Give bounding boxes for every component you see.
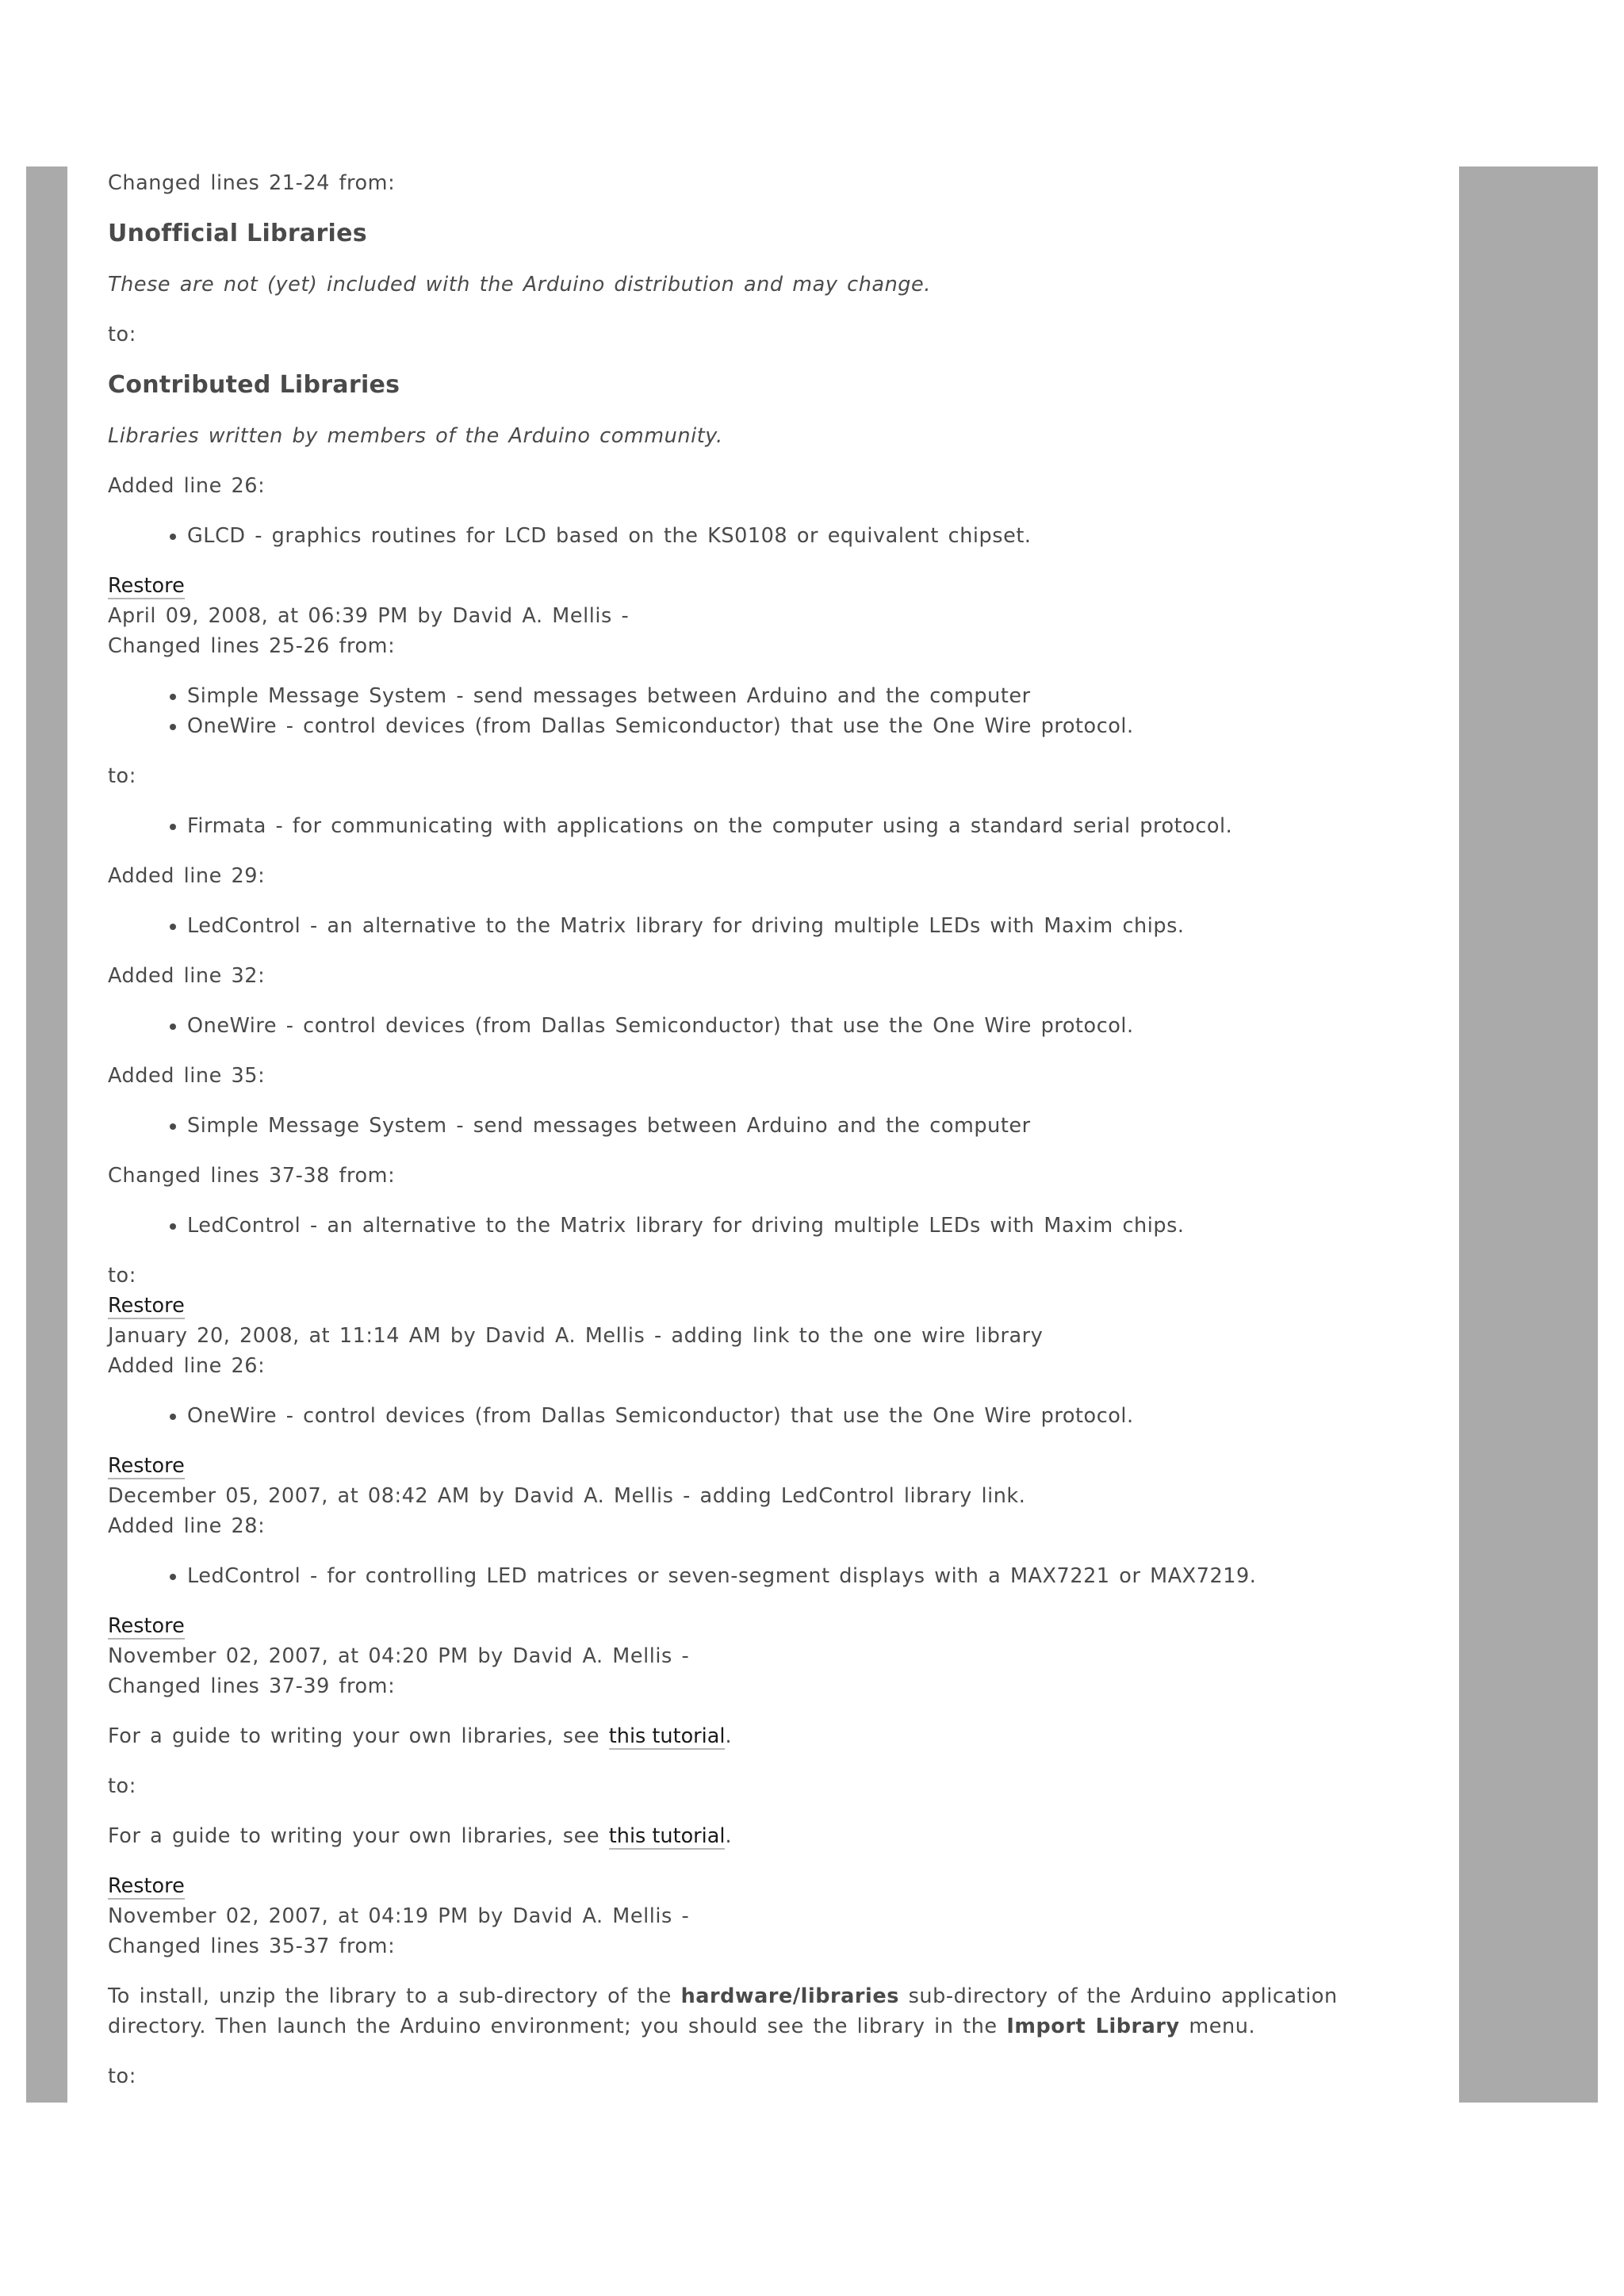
page-history-content xyxy=(108,168,1408,2111)
list-item: • Simple Message System - send messages between Arduino and the computer xyxy=(187,681,1408,711)
revision-meta: April 09, 2008, at 06:39 PM by David A. Mellis - xyxy=(108,604,630,628)
tutorial-link[interactable]: this tutorial xyxy=(608,1824,726,1848)
left-gray-bar xyxy=(26,166,67,2103)
diff-label: Added line 32: xyxy=(108,964,266,988)
diff-heading-new: Contributed Libraries xyxy=(108,371,400,399)
diff-label: Added line 28: xyxy=(108,1514,266,1538)
diff-list xyxy=(108,911,1408,941)
tutorial-link[interactable]: this tutorial xyxy=(608,1724,726,1748)
restore-link[interactable]: Restore xyxy=(108,574,185,598)
list-item: • OneWire - control devices (from Dallas Semiconductor) that use the One Wire protocol. xyxy=(187,711,1408,741)
restore-link[interactable]: Restore xyxy=(108,1614,185,1638)
list-item: • OneWire - control devices (from Dallas Semiconductor) that use the One Wire protocol. xyxy=(187,1011,1408,1041)
bold-path: hardware/libraries xyxy=(680,1984,899,2008)
diff-italic-new: Libraries written by members of the Arduino community. xyxy=(108,424,723,448)
diff-paragraph: To install, unzip the library to a sub-directory of the hardware/libraries sub-directory of the Arduino application directory. Then launch the Arduino environment; you should see the library in the Import Library menu. xyxy=(108,1984,1338,2038)
restore-link[interactable]: Restore xyxy=(108,1454,185,1478)
diff-list xyxy=(108,1111,1408,1141)
diff-to: to: xyxy=(108,1264,136,1288)
diff-label: Added line 26: xyxy=(108,1354,266,1378)
revision-meta: January 20, 2008, at 11:14 AM by David A. Mellis - adding link to the one wire library xyxy=(108,1324,1044,1348)
list-item: • LedControl - an alternative to the Matrix library for driving multiple LEDs with Maxim chips. xyxy=(187,911,1408,941)
diff-paragraph: For a guide to writing your own libraries, see this tutorial. xyxy=(108,1824,733,1848)
diff-list xyxy=(108,811,1408,841)
list-item: • Firmata - for communicating with applications on the computer using a standard serial protocol. xyxy=(187,811,1408,841)
diff-to: to: xyxy=(108,323,136,346)
diff-list xyxy=(108,681,1408,741)
diff-to: to: xyxy=(108,1774,136,1798)
revision-meta: December 05, 2007, at 08:42 AM by David A. Mellis - adding LedControl library link. xyxy=(108,1484,1026,1508)
diff-list xyxy=(108,1561,1408,1591)
revision-meta: November 02, 2007, at 04:19 PM by David A. Mellis - xyxy=(108,1904,690,1928)
diff-label: Added line 35: xyxy=(108,1064,266,1088)
diff-label: Changed lines 37-39 from: xyxy=(108,1674,396,1698)
diff-heading-old: Unofficial Libraries xyxy=(108,220,367,247)
list-item: • LedControl - an alternative to the Matrix library for driving multiple LEDs with Maxim chips. xyxy=(187,1211,1408,1241)
diff-to: to: xyxy=(108,2064,136,2088)
list-item: • GLCD - graphics routines for LCD based on the KS0108 or equivalent chipset. xyxy=(187,521,1408,551)
diff-list xyxy=(108,521,1408,551)
diff-label: Added line 29: xyxy=(108,864,266,888)
diff-label: Changed lines 35-37 from: xyxy=(108,1934,396,1958)
diff-label: Changed lines 21-24 from: xyxy=(108,171,396,195)
diff-label: Changed lines 25-26 from: xyxy=(108,634,396,658)
restore-link[interactable]: Restore xyxy=(108,1294,185,1318)
restore-link[interactable]: Restore xyxy=(108,1874,185,1898)
diff-list xyxy=(108,1401,1408,1431)
diff-list xyxy=(108,1211,1408,1241)
diff-label: Added line 26: xyxy=(108,474,266,498)
list-item: • Simple Message System - send messages between Arduino and the computer xyxy=(187,1111,1408,1141)
right-gray-bar xyxy=(1459,166,1598,2103)
diff-to: to: xyxy=(108,764,136,788)
bold-menu-name: Import Library xyxy=(1006,2015,1180,2038)
diff-list xyxy=(108,1011,1408,1041)
diff-paragraph: For a guide to writing your own libraries, see this tutorial. xyxy=(108,1724,733,1748)
list-item: • OneWire - control devices (from Dallas Semiconductor) that use the One Wire protocol. xyxy=(187,1401,1408,1431)
diff-label: Changed lines 37-38 from: xyxy=(108,1164,396,1188)
revision-meta: November 02, 2007, at 04:20 PM by David A. Mellis - xyxy=(108,1644,690,1668)
diff-italic-old: These are not (yet) included with the Arduino distribution and may change. xyxy=(108,273,931,297)
list-item: • LedControl - for controlling LED matrices or seven-segment displays with a MAX7221 or MAX7219. xyxy=(187,1561,1408,1591)
